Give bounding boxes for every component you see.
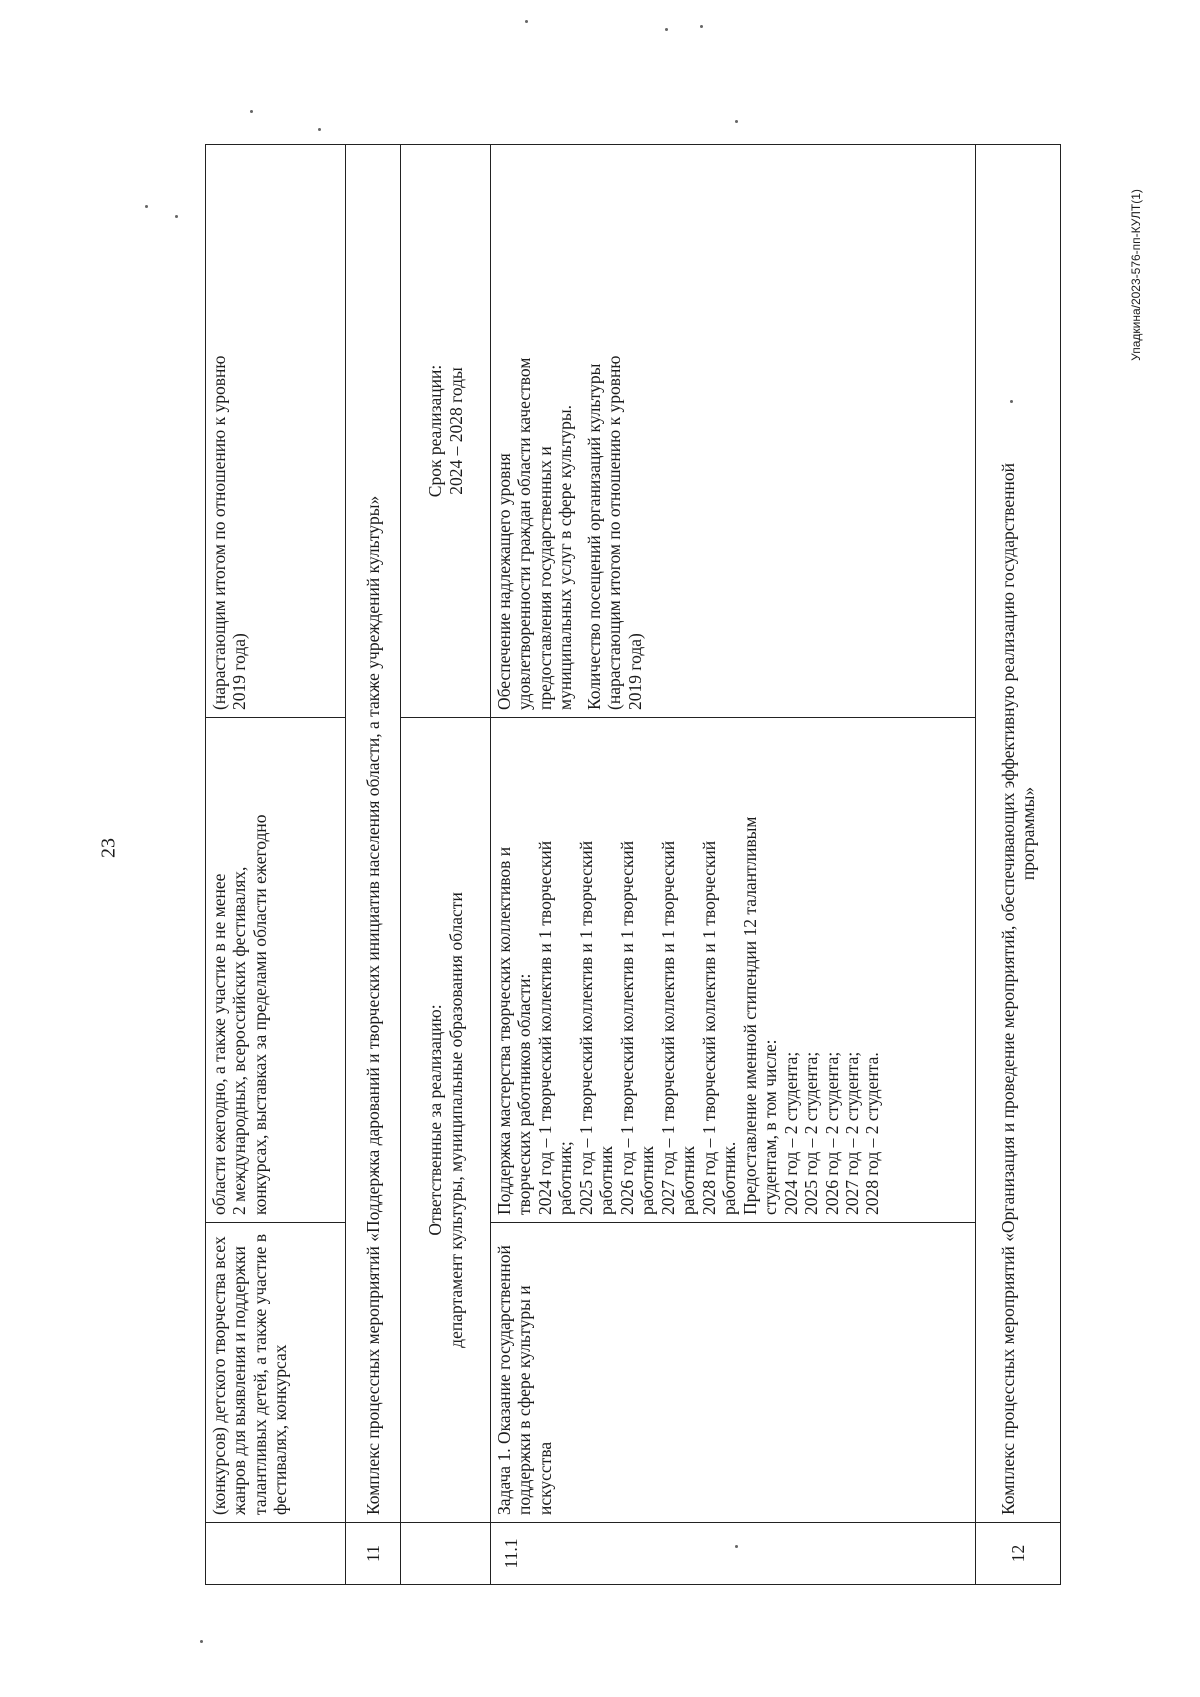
text-line: талантливых детей, а также участие в	[249, 1233, 270, 1515]
text-line: работник.	[719, 1141, 740, 1215]
text-line: Количество посещений организаций культуры	[583, 363, 604, 710]
rotated-table-frame	[205, 145, 1075, 1585]
text-line: 2019 года)	[624, 633, 645, 710]
text-line: 2 международных, всероссийских фестивалях,	[229, 866, 250, 1215]
scan-speck	[525, 20, 528, 23]
row-number-cell	[401, 1523, 491, 1585]
text-line: студентам, в том числе:	[760, 1039, 781, 1215]
text-line: предоставления государственных и	[534, 446, 555, 710]
row-number-cell: 11	[346, 1523, 401, 1585]
measures-cell	[491, 718, 976, 1223]
text-line: Предоставление именной стипендии 12 талантливым	[739, 816, 760, 1215]
scan-speck	[200, 1640, 203, 1643]
continuation-col2-cell	[206, 718, 346, 1223]
term-text: 2024 – 2028 годы	[445, 367, 466, 495]
text-line: 2024 год – 2 студента;	[780, 1051, 801, 1215]
text-line: 2025 год – 2 студента;	[801, 1051, 822, 1215]
text-line: работник	[678, 1146, 699, 1215]
scan-speck	[700, 25, 703, 28]
text-line: 2028 год – 1 творческий коллектив и 1 творческий	[698, 840, 719, 1215]
table-wrapper	[205, 145, 1075, 1585]
page-number: 23	[97, 838, 120, 858]
text-line: муниципальных услуг в сфере культуры.	[555, 404, 576, 710]
scan-speck	[665, 28, 668, 31]
scan-speck	[735, 1545, 738, 1548]
text-line: области ежегодно, а также участие в не менее	[209, 873, 229, 1215]
row-number-cell: 12	[976, 1523, 1061, 1585]
complex-heading-text-cont: программы»	[1018, 786, 1038, 881]
table-row-12	[976, 145, 1061, 1585]
text-line: 2025 год – 1 творческий коллектив и 1 творческий	[575, 840, 596, 1215]
text-line: 2024 год – 1 творческий коллектив и 1 творческий	[534, 840, 555, 1215]
text-line: искусства	[534, 1441, 555, 1515]
text-line: жанров для выявления и поддержки	[229, 1246, 250, 1515]
responsible-text: департамент культуры, муниципальные образования области	[445, 892, 466, 1348]
text-line: работник;	[555, 1141, 576, 1215]
text-line: 2028 год – 2 студента.	[862, 1052, 883, 1215]
scan-speck	[318, 128, 321, 131]
responsible-cell	[401, 718, 491, 1523]
text-line: 2026 год – 2 студента;	[821, 1051, 842, 1215]
continuation-col3-cell	[206, 145, 346, 718]
text-line: 2027 год – 2 студента;	[841, 1051, 862, 1215]
term-label: Срок реализации:	[425, 364, 446, 498]
scan-speck	[145, 205, 148, 208]
results-cell	[491, 145, 976, 718]
text-line: (нарастающим итогом по отношению к уровню	[209, 355, 229, 710]
text-line: работник	[637, 1146, 658, 1215]
complex-heading-text: Комплекс процессных мероприятий «Поддержка дарований и творческих инициатив населения области, а также учреждений культуры»	[362, 495, 383, 1515]
scan-speck	[250, 110, 253, 113]
task-cell	[491, 1223, 976, 1523]
document-code: Упадкина/2023-576-пп-КУЛТ(1)	[1129, 189, 1143, 361]
complex-heading-text: Комплекс процессных мероприятий «Организация и проведение мероприятий, обеспечивающих эффективную реализацию государственной	[997, 463, 1018, 1515]
text-line: фестивалях, конкурсах	[270, 1344, 291, 1515]
table-row-continuation	[206, 145, 346, 1585]
row-11-heading-cell	[346, 145, 401, 1523]
program-table	[205, 144, 1061, 1585]
scan-speck	[175, 215, 178, 218]
row-number-cell	[206, 1523, 346, 1585]
text-line: конкурсах, выставках за пределами области ежегодно	[249, 814, 270, 1215]
text-line: Поддержка мастерства творческих коллективов и	[494, 846, 514, 1215]
table-row-11	[346, 145, 401, 1585]
term-cell	[401, 145, 491, 718]
text-line: (конкурсов) детского творчества всех	[209, 1236, 229, 1515]
table-row-responsible	[401, 145, 491, 1585]
text-line: творческих работников области:	[514, 973, 535, 1215]
text-line: Задача 1. Оказание государственной	[494, 1245, 514, 1515]
row-number-cell: 11.1	[491, 1523, 976, 1585]
continuation-col1-cell	[206, 1223, 346, 1523]
text-line: удовлетворенности граждан области качеством	[514, 357, 535, 710]
text-line: 2026 год – 1 творческий коллектив и 1 творческий	[616, 840, 637, 1215]
scan-speck	[735, 120, 738, 123]
text-line: поддержки в сфере культуры и	[514, 1285, 535, 1515]
text-line: 2027 год – 1 творческий коллектив и 1 творческий	[657, 840, 678, 1215]
table-row-11-1	[491, 145, 976, 1585]
text-line: (нарастающим итогом по отношению к уровню	[604, 355, 625, 710]
text-line: работник	[596, 1146, 617, 1215]
responsible-label: Ответственные за реализацию:	[425, 1004, 446, 1236]
row-12-heading-cell	[976, 145, 1061, 1523]
text-line: 2019 года)	[229, 633, 250, 710]
text-line: Обеспечение надлежащего уровня	[494, 453, 514, 710]
scan-speck	[1010, 400, 1013, 403]
